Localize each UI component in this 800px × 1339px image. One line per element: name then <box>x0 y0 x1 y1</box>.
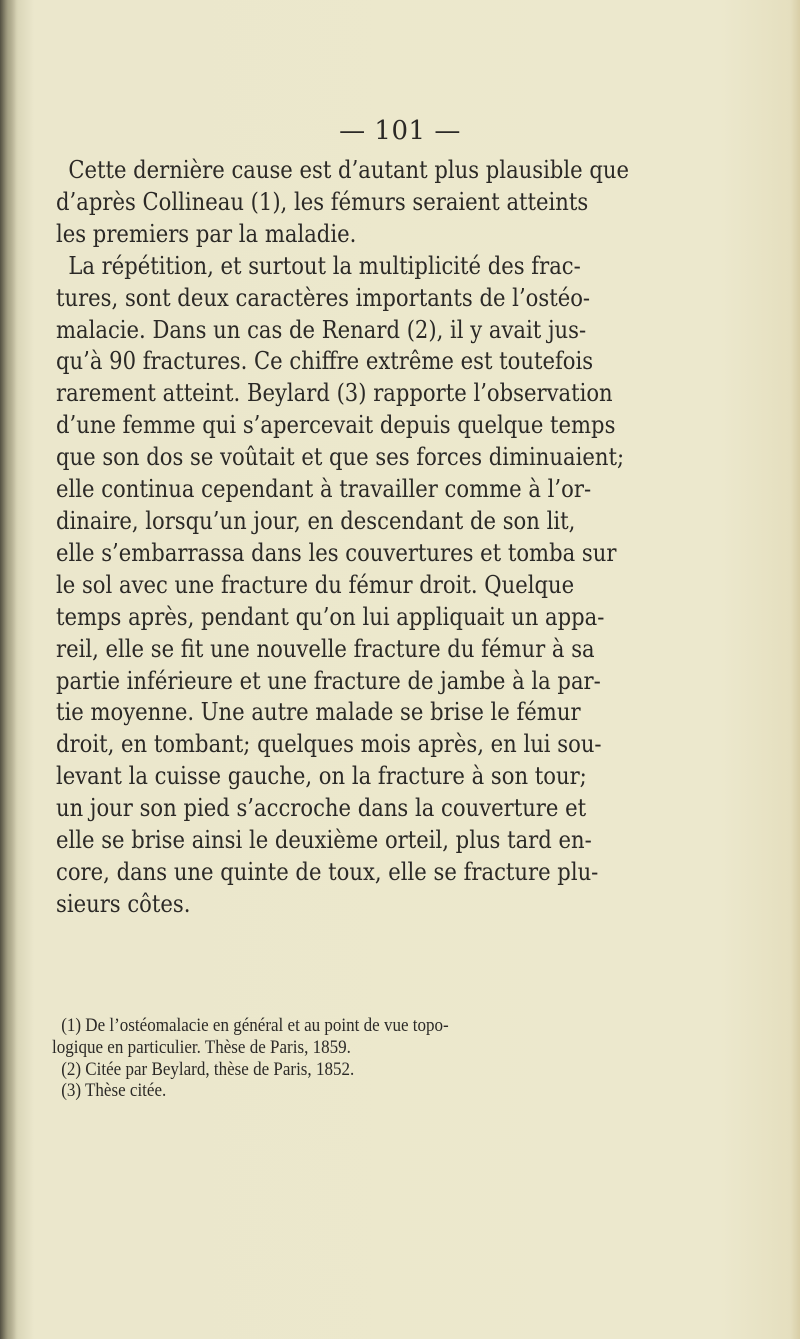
text-line: elle s’embarrassa dans les couvertures et tomba sur <box>56 538 617 567</box>
text-line: elle se brise ainsi le deuxième orteil, plus tard en- <box>56 826 592 855</box>
text-line: La répétition, et surtout la multiplicité des frac- <box>68 251 581 280</box>
text-line: droit, en tombant; quelques mois après, en lui sou- <box>56 730 602 759</box>
text-line: elle continua cependant à travailler comme à l’or- <box>56 475 592 504</box>
footnote-line: (1) De l’ostéomalacie en général et au point de vue topo- <box>61 1016 449 1036</box>
footnotes <box>52 1016 724 1103</box>
footnote-line: (2) Citée par Beylard, thèse de Paris, 1852. <box>61 1059 355 1080</box>
text-line: Cette dernière cause est d’autant plus plausible que <box>68 156 629 184</box>
text-line: tie moyenne. Une autre malade se brise le fémur <box>56 698 581 727</box>
footnote-line: logique en particulier. Thèse de Paris, 1859. <box>52 1037 351 1058</box>
page-number: — 101 — <box>339 116 461 146</box>
footnote-line: (3) Thèse citée. <box>61 1081 167 1102</box>
text-line: sieurs côtes. <box>56 889 191 918</box>
main-text <box>56 155 690 921</box>
text-line: tures, sont deux caractères importants de l’ostéo- <box>56 283 591 312</box>
text-line: d’après Collineau (1), les fémurs seraient atteints <box>56 187 589 216</box>
text-line: temps après, pendant qu’on lui appliquait un appa- <box>56 602 605 631</box>
text-line: malacie. Dans un cas de Renard (2), il y avait jus- <box>56 315 587 344</box>
text-line: rarement atteint. Beylard (3) rapporte l’observation <box>56 379 613 408</box>
text-line: dinaire, lorsqu’un jour, en descendant de son lit, <box>56 506 576 535</box>
text-line: d’une femme qui s’apercevait depuis quelque temps <box>56 411 616 440</box>
text-line: partie inférieure et une fracture de jambe à la par- <box>56 666 601 695</box>
text-line: levant la cuisse gauche, on la fracture à son tour; <box>56 762 587 791</box>
text-line: que son dos se voûtait et que ses forces diminuaient; <box>56 443 625 472</box>
text-line: un jour son pied s’accroche dans la couverture et <box>56 794 587 823</box>
text-line: reil, elle se fit une nouvelle fracture du fémur à sa <box>56 634 595 663</box>
page-binding-edge <box>0 0 18 1339</box>
text-line: qu’à 90 fractures. Ce chiffre extrême est toutefois <box>56 347 594 376</box>
text-line: le sol avec une fracture du fémur droit. Quelque <box>56 570 575 599</box>
text-line: core, dans une quinte de toux, elle se fracture plu- <box>56 857 599 886</box>
text-line: les premiers par la maladie. <box>56 219 357 248</box>
